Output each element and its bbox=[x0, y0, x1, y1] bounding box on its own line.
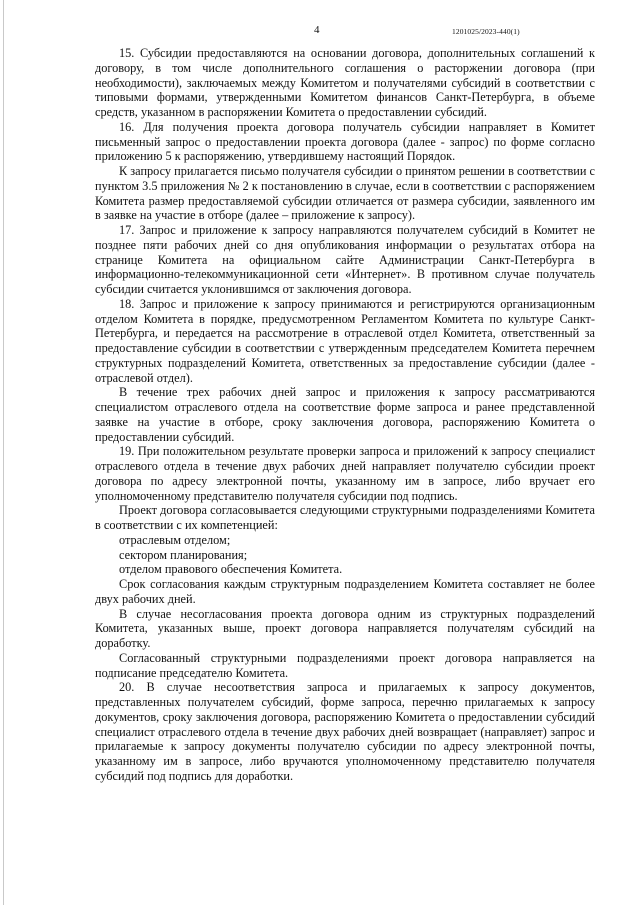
paragraph-15: 15. Субсидии предоставляются на основании договора, дополнительных соглашений к договору, в том числе дополнительного соглашения о расторжении договора (при необходимости), заключаемых между Комитетом и получателями субсидий в соответствии с типовыми формами, утвержденными Комитетом финансов Санкт-Петербурга, в объеме средств, указанном в распоряжении Комитета о предоставлении субсидий. bbox=[95, 46, 595, 119]
document-body bbox=[95, 46, 595, 784]
paragraph-19-signing: Согласованный структурными подразделениями проект договора направляется на подписание председателю Комитета. bbox=[95, 650, 595, 680]
paragraph-19: 19. При положительном результате проверки запроса и приложений к запросу специалист отраслевого отдела в течение двух рабочих дней направляет получателю субсидии проект договора по адресу электронной почты, указанному им в запросе, либо вручает его уполномоченному представителю получателя субсидии под подпись. bbox=[95, 444, 595, 503]
document-code: 1201025/2023-440(1) bbox=[452, 27, 520, 36]
paragraph-19-approval: Проект договора согласовывается следующими структурными подразделениями Комитета в соответствии с их компетенцией: bbox=[95, 503, 595, 532]
paragraph-18: 18. Запрос и приложение к запросу принимаются и регистрируются организационным отделом Комитета в порядке, предусмотренном Регламентом Комитета по культуре Санкт-Петербурга, и передается на рассмотрение в отраслевой отдел Комитета, ответственный за предоставление субсидии в соответствии с утвержденным председателем Комитета перечнем структурных подразделений Комитета, ответственных за предоставление субсидии (далее - отраслевой отдел). bbox=[95, 296, 595, 385]
paragraph-17: 17. Запрос и приложение к запросу направляются получателем субсидий в Комитет не позднее пяти рабочих дней со дня опубликования информации о результатах отбора на странице Комитета на официальном сайте Администрации Санкт-Петербурга в информационно-телекоммуникационной сети «Интернет». В противном случае получатель субсидии считается уклонившимся от заключения договора. bbox=[95, 223, 595, 296]
list-item-planning-sector: сектором планирования; bbox=[119, 547, 248, 562]
list-item-legal-department: отделом правового обеспечения Комитета. bbox=[119, 562, 343, 577]
paragraph-19-rejection: В случае несогласования проекта договора одним из структурных подразделений Комитета, указанных выше, проект договора направляется получателям субсидий на доработку. bbox=[95, 606, 595, 650]
page-number: 4 bbox=[314, 24, 320, 36]
list-item-sector-department: отраслевым отделом; bbox=[119, 532, 231, 547]
paragraph-16-attachment: К запросу прилагается письмо получателя субсидии о принятом решении в соответствии с пунктом 3.5 приложения № 2 к постановлению в случае, если в соответствии с распоряжением Комитета размер предоставляемой субсидии отличается от размера субсидии, заявленного им в заявке на участие в отборе (далее – приложение к запросу). bbox=[95, 164, 595, 223]
page-edge-rule bbox=[3, 0, 4, 905]
paragraph-18-review: В течение трех рабочих дней запрос и приложения к запросу рассматриваются специалистом отраслевого отдела на соответствие форме запроса и ранее представленной заявке на участие в отборе, сроку заключения договора, распоряжению Комитета о предоставлении субсидий. bbox=[95, 385, 595, 444]
paragraph-19-term: Срок согласования каждым структурным подразделением Комитета составляет не более двух рабочих дней. bbox=[95, 577, 595, 606]
paragraph-16: 16. Для получения проекта договора получатель субсидии направляет в Комитет письменный запрос о предоставлении проекта договора (далее - запрос) по форме согласно приложению 5 к распоряжению, утвердившему настоящий Порядок. bbox=[95, 119, 595, 164]
paragraph-20: 20. В случае несоответствия запроса и прилагаемых к запросу документов, представленных получателем субсидий, форме запроса, перечню прилагаемых к запросу документов, сроку заключения договора, распоряжению Комитета о предоставлении субсидий специалист отраслевого отдела в течение двух рабочих дней возвращает (направляет) запрос и прилагаемые к запросу документы получателю субсидии по адресу электронной почты, указанному им в запросе, либо вручаются уполномоченному представителю получателя субсидий под подпись для доработки. bbox=[95, 680, 595, 783]
